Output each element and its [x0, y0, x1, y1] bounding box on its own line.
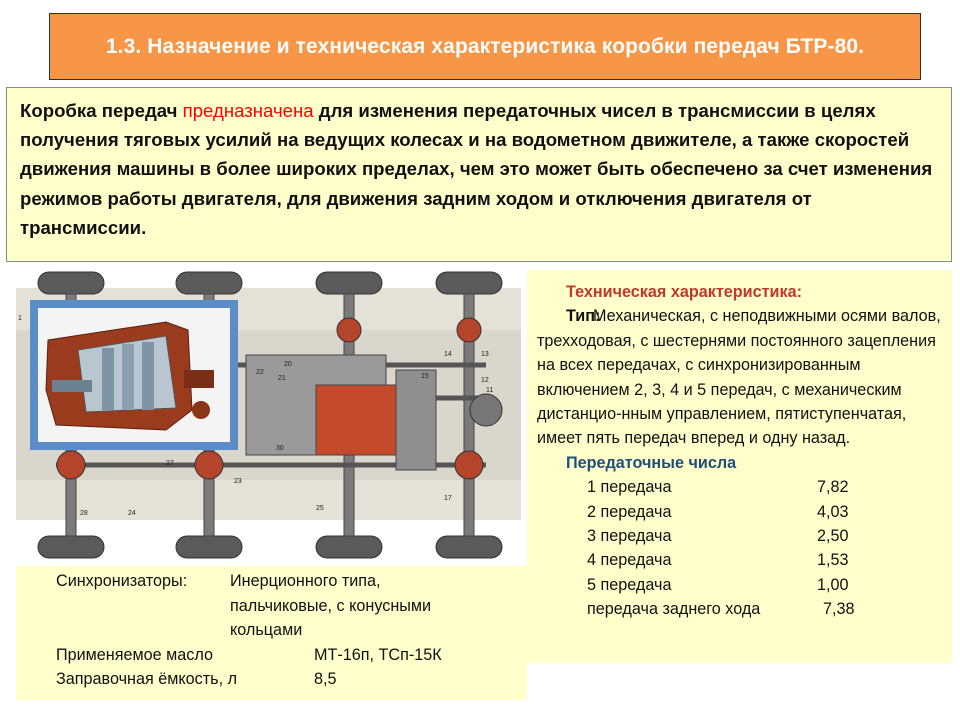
svg-text:30: 30	[276, 445, 284, 452]
svg-text:21: 21	[278, 375, 286, 382]
svg-text:25: 25	[316, 505, 324, 512]
sync-row	[56, 569, 527, 594]
extra-spec-panel	[16, 566, 527, 700]
svg-text:23: 23	[234, 478, 242, 485]
intro-text-end: для изменения передаточных чисел в трансмиссии в целях получения тяговых усилий на ведущих колесах и на водометном движителе, а также скоростей движения машины в более широких пределах, чем это может быть обеспечено за счет изменения режимов работы двигателя, для движения задним ходом и отключения двигателя от трансмиссии.	[20, 100, 933, 238]
oil-value: МТ-16п, ТСп-15К	[314, 645, 442, 664]
ratio-value: 7,38	[823, 600, 855, 619]
oil-row	[56, 643, 527, 668]
ratio-name: 1 передача	[587, 478, 672, 497]
ratio-value: 2,50	[817, 527, 849, 546]
spec-type-value	[537, 304, 942, 450]
svg-text:24: 24	[128, 510, 136, 517]
sync-row-3	[56, 618, 527, 643]
sync-label: Синхронизаторы:	[56, 572, 188, 590]
page-title: 1.3. Назначение и техническая характеристика коробки передач БТР-80.	[105, 34, 865, 58]
transmission-diagram	[16, 270, 521, 566]
title-bar	[49, 13, 921, 80]
tech-spec-panel	[527, 270, 952, 663]
spec-type-label: Тип:	[566, 307, 601, 326]
capacity-row	[56, 667, 527, 692]
svg-text:15: 15	[421, 373, 429, 380]
ratio-name: 4 передача	[587, 551, 672, 570]
svg-text:12: 12	[481, 377, 489, 384]
svg-text:1: 1	[18, 315, 22, 322]
ratio-row-3	[587, 524, 942, 548]
ratio-row-2	[587, 500, 942, 524]
ratio-row-reverse	[587, 597, 942, 621]
ratio-name: 5 передача	[587, 575, 672, 594]
capacity-value: 8,5	[314, 670, 337, 689]
spec-heading: Техническая характеристика:	[566, 283, 802, 301]
ratio-name: передача заднего хода	[587, 600, 761, 619]
spec-type-text: Механическая, с неподвижными осями валов, трехходовая, с шестернями постоянного зацепления на всех передачах, с синхронизированным включением 2, 3, 4 и 5 передач, с механическим дистанцио-нным управлением, пятиступенчатая, имеет пять передач вперед и одну назад.	[537, 307, 941, 448]
svg-text:11: 11	[486, 387, 494, 394]
ratio-value: 7,82	[817, 478, 849, 497]
svg-text:22: 22	[256, 369, 264, 376]
svg-text:14: 14	[444, 351, 452, 358]
svg-text:13: 13	[481, 351, 489, 358]
capacity-label: Заправочная ёмкость, л	[56, 670, 238, 689]
ratio-value: 4,03	[817, 502, 849, 521]
ratio-value: 1,00	[817, 575, 849, 594]
svg-text:17: 17	[444, 495, 452, 502]
ratio-row-4	[587, 548, 942, 572]
ratio-row-5	[587, 573, 942, 597]
sync-value: Инерционного типа,	[230, 572, 381, 590]
intro-paragraph	[6, 87, 952, 262]
intro-text-start: Коробка передач	[20, 100, 183, 121]
svg-text:28: 28	[80, 510, 88, 517]
sync-value-3: кольцами	[230, 621, 303, 640]
sync-value-2: пальчиковые, с конусными	[230, 596, 432, 615]
transmission-diagram-svg	[16, 270, 521, 566]
sync-row-2	[56, 594, 527, 619]
ratio-name: 2 передача	[587, 502, 672, 521]
intro-highlight: предназначена	[182, 100, 314, 121]
oil-label: Применяемое масло	[56, 645, 214, 664]
ratio-row-1	[587, 475, 942, 499]
svg-text:27: 27	[166, 460, 174, 467]
ratios-title: Передаточные числа	[566, 453, 737, 472]
svg-text:20: 20	[284, 361, 292, 368]
ratio-name: 3 передача	[587, 527, 672, 546]
ratio-value: 1,53	[817, 551, 849, 570]
